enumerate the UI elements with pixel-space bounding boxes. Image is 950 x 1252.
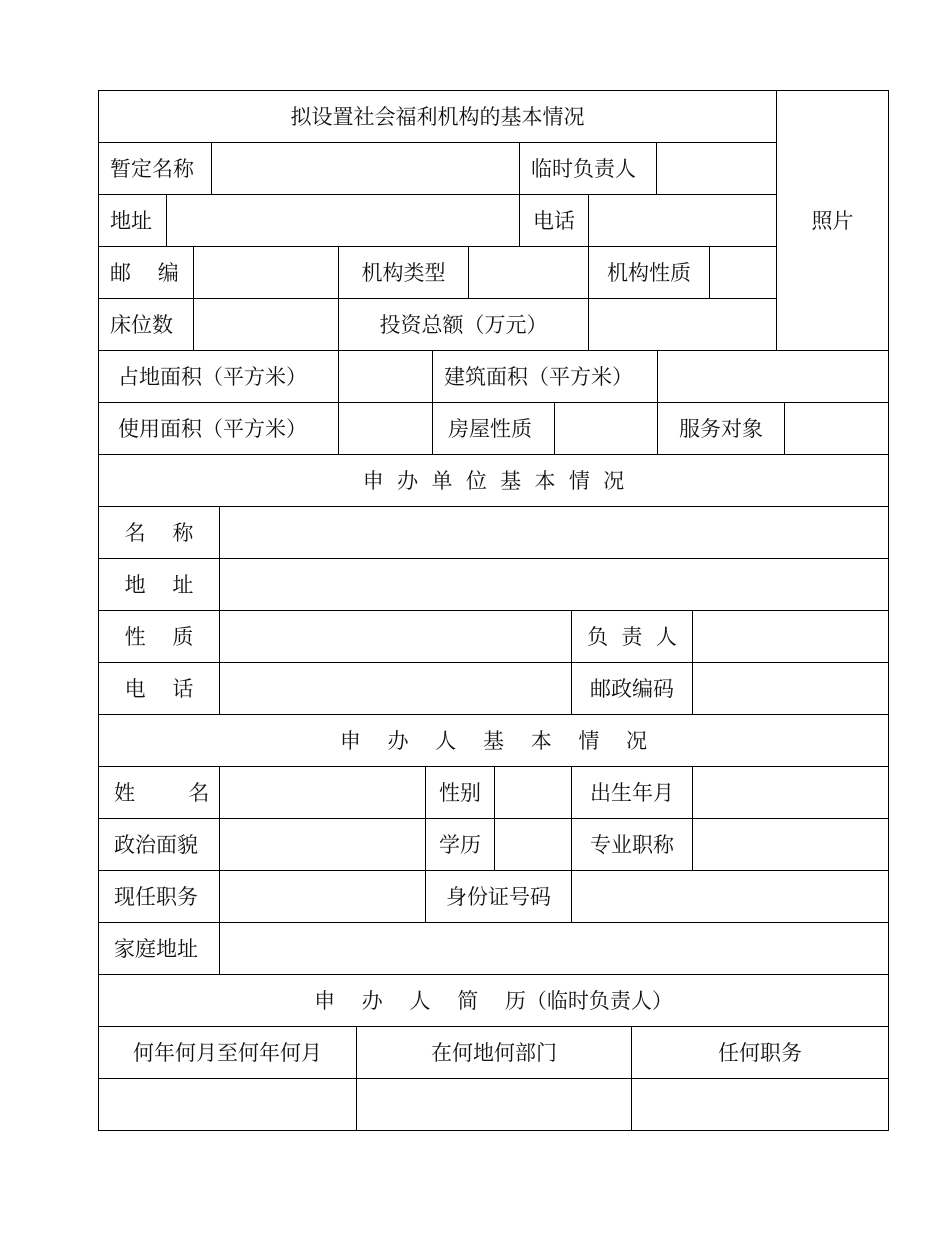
unit-phone-field[interactable] <box>220 663 571 714</box>
org-nature-field[interactable] <box>710 247 776 298</box>
building-area-field[interactable] <box>658 351 888 402</box>
border-right <box>888 90 889 1131</box>
temp-leader-field[interactable] <box>657 143 776 194</box>
gender-field[interactable] <box>495 767 571 818</box>
unit-phone-label: 电 话 <box>124 677 194 701</box>
building-area-label: 建筑面积（平方米） <box>444 365 633 389</box>
resume-col-place: 在何地何部门 <box>431 1041 557 1065</box>
current-position-label: 现任职务 <box>114 885 198 909</box>
id-number-field[interactable] <box>572 871 888 922</box>
unit-nature-label: 性 质 <box>124 625 194 649</box>
phone-field[interactable] <box>589 195 776 246</box>
photo-box[interactable]: 照片 <box>811 208 854 233</box>
rule-bottom <box>98 1130 889 1131</box>
section-title-applicant: 申 办 人 基 本 情 况 <box>339 729 648 753</box>
house-nature-label: 房屋性质 <box>448 417 532 441</box>
unit-address-field[interactable] <box>220 559 888 610</box>
org-type-field[interactable] <box>469 247 588 298</box>
resume-col-period: 何年何月至何年何月 <box>133 1041 322 1065</box>
unit-nature-field[interactable] <box>220 611 571 662</box>
postcode-label: 邮 编 <box>110 261 179 285</box>
home-address-field[interactable] <box>220 923 888 974</box>
address-field[interactable] <box>167 195 519 246</box>
home-address-label: 家庭地址 <box>114 937 198 961</box>
investment-field[interactable] <box>589 299 776 350</box>
id-number-label: 身份证号码 <box>446 885 551 909</box>
political-field[interactable] <box>220 819 425 870</box>
applicant-name-field[interactable] <box>220 767 425 818</box>
service-target-label: 服务对象 <box>679 417 763 441</box>
land-area-label: 占地面积（平方米） <box>118 365 307 389</box>
unit-leader-field[interactable] <box>693 611 888 662</box>
resume-row-place-field[interactable] <box>357 1079 631 1130</box>
org-nature-label: 机构性质 <box>607 261 691 285</box>
section-title-unit: 申 办 单 位 基 本 情 况 <box>362 469 625 493</box>
beds-label: 床位数 <box>110 313 173 337</box>
divider <box>519 142 520 194</box>
professional-title-field[interactable] <box>693 819 888 870</box>
section-title-institution: 拟设置社会福利机构的基本情况 <box>290 105 585 129</box>
service-target-field[interactable] <box>785 403 888 454</box>
education-label: 学历 <box>439 833 481 857</box>
current-position-field[interactable] <box>220 871 425 922</box>
house-nature-field[interactable] <box>555 403 657 454</box>
unit-postcode-field[interactable] <box>693 663 888 714</box>
resume-row-position-field[interactable] <box>632 1079 888 1130</box>
tentative-name-field[interactable] <box>212 143 519 194</box>
unit-leader-label: 负 责 人 <box>587 625 677 649</box>
usable-area-label: 使用面积（平方米） <box>118 417 307 441</box>
postcode-field[interactable] <box>194 247 338 298</box>
education-field[interactable] <box>495 819 571 870</box>
phone-label: 电话 <box>533 209 575 233</box>
unit-address-label: 地 址 <box>124 573 194 597</box>
gender-label: 性别 <box>439 781 481 805</box>
address-label: 地址 <box>110 209 152 233</box>
divider <box>519 194 520 246</box>
divider <box>432 350 433 454</box>
beds-field[interactable] <box>194 299 338 350</box>
land-area-field[interactable] <box>339 351 432 402</box>
temp-leader-label: 临时负责人 <box>531 157 636 181</box>
unit-name-field[interactable] <box>220 507 888 558</box>
resume-row-period-field[interactable] <box>99 1079 356 1130</box>
professional-title-label: 专业职称 <box>590 833 674 857</box>
birth-field[interactable] <box>693 767 888 818</box>
tentative-name-label: 暂定名称 <box>110 157 194 181</box>
birth-label: 出生年月 <box>590 781 674 805</box>
org-type-label: 机构类型 <box>361 261 446 285</box>
section-title-resume: 申 办 人 简 历（临时负责人） <box>314 989 673 1013</box>
political-label: 政治面貌 <box>114 833 198 857</box>
usable-area-field[interactable] <box>339 403 432 454</box>
applicant-name-label: 姓 名 <box>114 781 210 805</box>
unit-name-label: 名 称 <box>124 521 194 545</box>
unit-postcode-label: 邮政编码 <box>590 677 674 701</box>
resume-col-position: 任何职务 <box>718 1041 802 1065</box>
investment-label: 投资总额（万元） <box>379 313 548 337</box>
